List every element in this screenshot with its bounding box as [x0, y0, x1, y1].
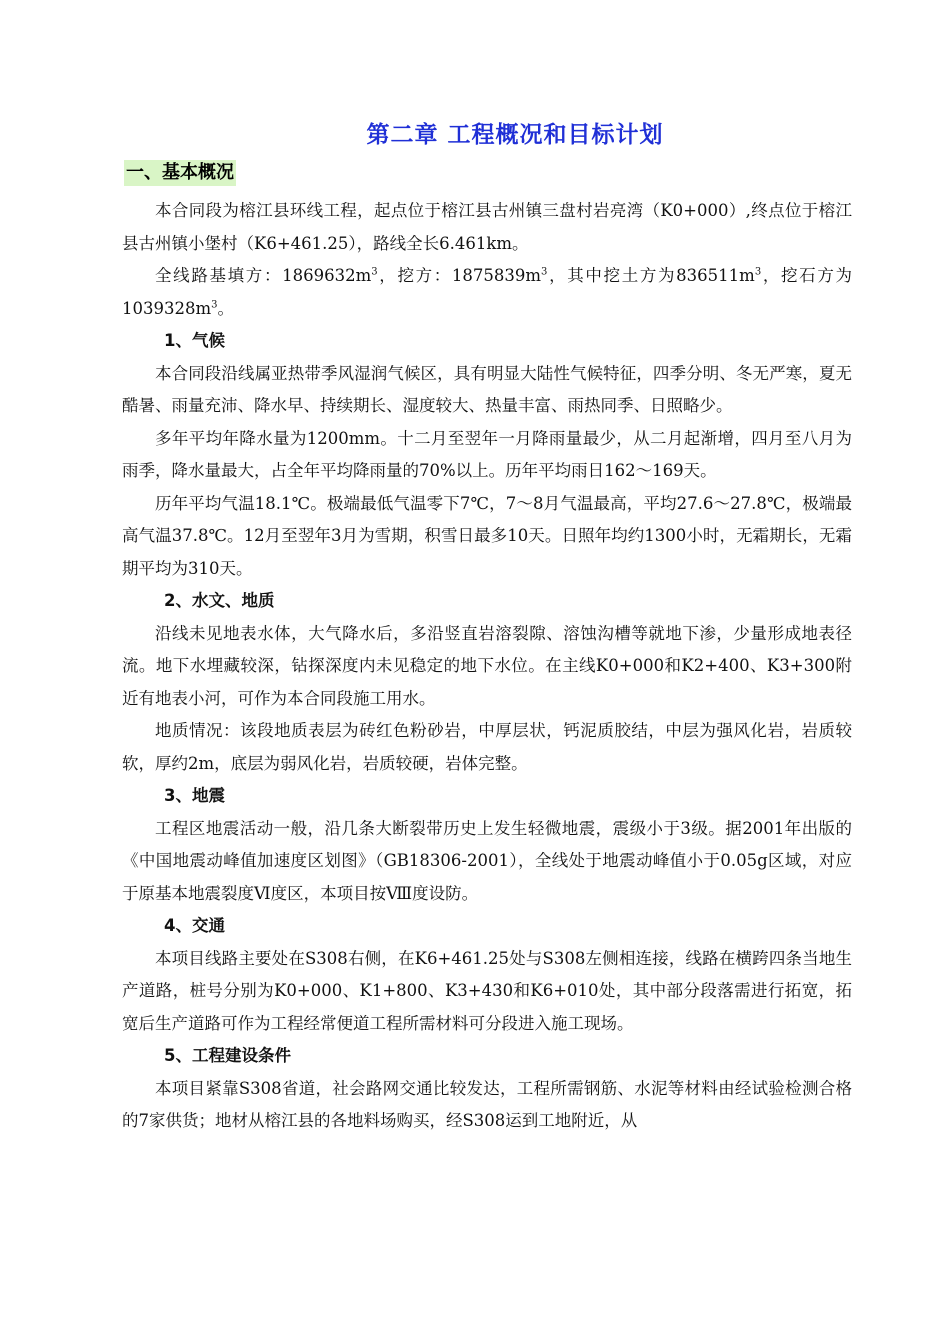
cube-superscript: 3: [371, 266, 378, 278]
subheading-climate: 1、气候: [164, 331, 225, 350]
section-heading-basic-overview: 一、基本概况: [124, 160, 236, 186]
document-body: [122, 195, 852, 1138]
climate-paragraph-3: 历年平均气温18.1℃。极端最低气温零下7℃，7～8月气温最高，平均27.6～27.8℃，极端最高气温37.8℃。12月至翌年3月为雪期，积雪日最多10天。日照年均约1300小时，无霜期长，无霜期平均为310天。: [122, 493, 852, 578]
intro-paragraph-1: 本合同段为榕江县环线工程，起点位于榕江县古州镇三盘村岩亮湾（K0+000）,终点位于榕江县古州镇小堡村（K6+461.25），路线全长6.461km。: [122, 201, 852, 253]
hydrology-paragraph-1: 沿线未见地表水体，大气降水后，多沿竖直岩溶裂隙、溶蚀沟槽等就地下渗，少量形成地表径流。地下水埋藏较深，钻探深度内未见稳定的地下水位。在主线K0+000和K2+400、K3+300附近有地表小河，可作为本合同段施工用水。: [122, 623, 852, 708]
subheading-construction-conditions: 5、工程建设条件: [164, 1046, 291, 1065]
chapter-title: 第二章 工程概况和目标计划: [366, 122, 664, 148]
traffic-paragraph: 本项目线路主要处在S308右侧，在K6+461.25处与S308左侧相连接，线路在横跨四条当地生产道路，桩号分别为K0+000、K1+800、K3+430和K6+010处，其中部分段落需进行拓宽，拓宽后生产道路可作为工程经常便道工程所需材料可分段进入施工现场。: [122, 948, 852, 1033]
geology-paragraph: 地质情况：该段地质表层为砖红色粉砂岩，中厚层状，钙泥质胶结，中层为强风化岩，岩质较软，厚约2m，底层为弱风化岩，岩质较硬，岩体完整。: [122, 721, 852, 773]
subheading-hydrology-geology: 2、水文、地质: [164, 591, 275, 610]
cube-superscript: 3: [541, 266, 548, 278]
subheading-earthquake: 3、地震: [164, 786, 225, 805]
subheading-traffic: 4、交通: [164, 916, 225, 935]
climate-paragraph-2: 多年平均年降水量为1200mm。十二月至翌年一月降雨量最少，从二月起渐增，四月至八月为雨季，降水量最大，占全年平均降雨量的70%以上。历年平均雨日162～169天。: [122, 428, 852, 480]
earth-excavation-text: ，其中挖土方为836511m: [547, 266, 755, 285]
fill-volume-text: 全线路基填方：1869632m: [155, 266, 372, 285]
cube-superscript: 3: [754, 266, 762, 278]
excavation-volume-text: ，挖方：1875839m: [377, 266, 542, 285]
cube-superscript: 3: [211, 299, 218, 310]
intro-paragraph-2: [122, 260, 852, 325]
construction-conditions-paragraph: 本项目紧靠S308省道，社会路网交通比较发达，工程所需钢筋、水泥等材料由经试验检测合格的7家供货；地材从榕江县的各地料场购买，经S308运到工地附近，从: [122, 1078, 852, 1130]
sentence-end: 。: [217, 298, 235, 318]
rock-excavation-text: ，挖石方为1039328m: [122, 266, 852, 318]
earthquake-paragraph: 工程区地震活动一般，沿几条大断裂带历史上发生轻微地震，震级小于3级。据2001年出版的《中国地震动峰值加速度区划图》（GB18306-2001），全线处于地震动峰值小于0.05g区域，对应于原基本地震裂度Ⅵ度区，本项目按Ⅷ度设防。: [122, 818, 852, 903]
climate-paragraph-1: 本合同段沿线属亚热带季风湿润气候区，具有明显大陆性气候特征，四季分明、冬无严寒，夏无酷暑、雨量充沛、降水早、持续期长、湿度较大、热量丰富、雨热同季、日照略少。: [122, 363, 852, 415]
